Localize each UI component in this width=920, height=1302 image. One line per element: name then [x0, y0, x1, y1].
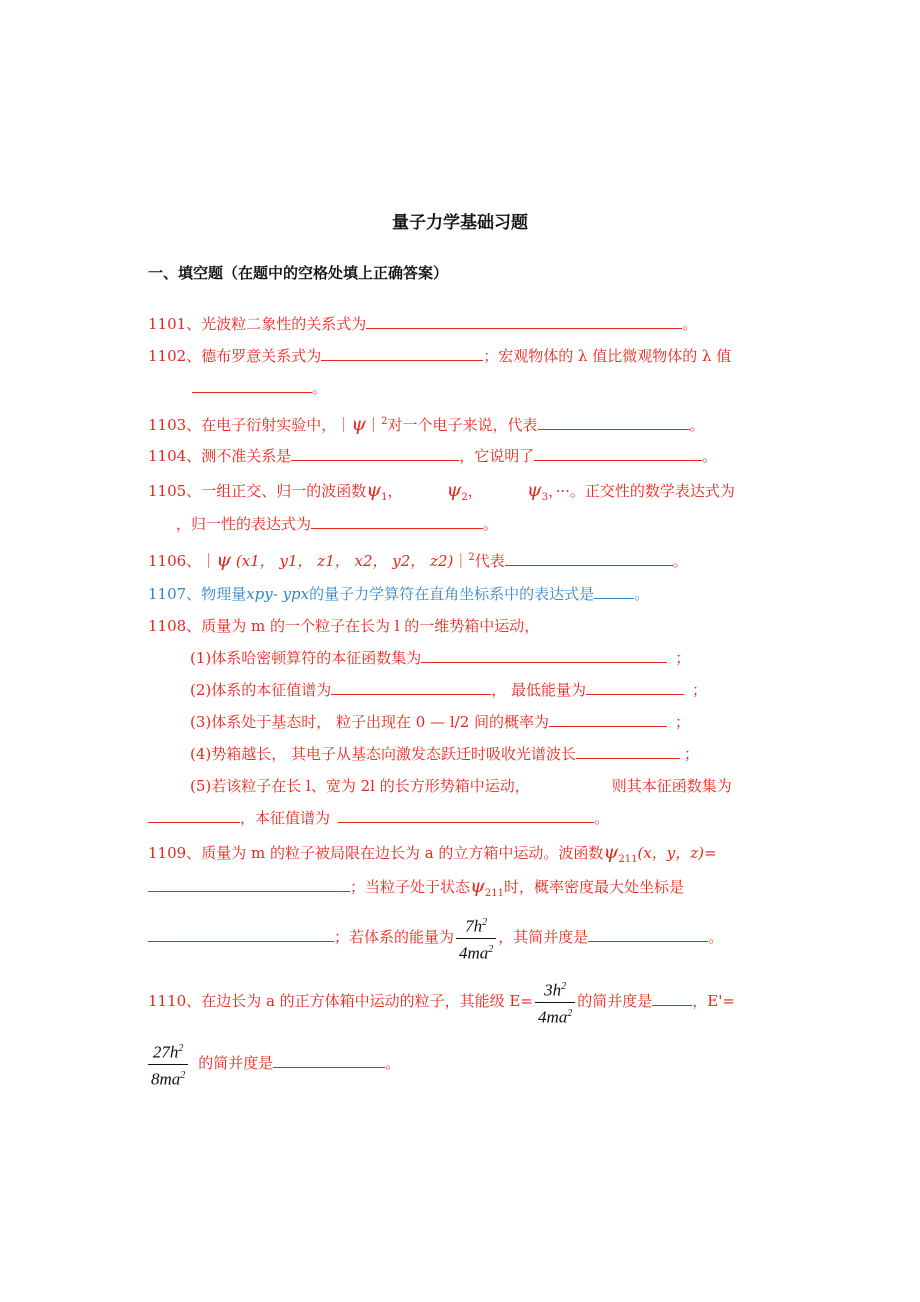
question-1110-line2: $\frac{27h^2}{8ma^2}$ 的简并度是 。: [148, 1038, 400, 1090]
blank[interactable]: [291, 446, 459, 461]
question-1109-line2: ；当粒子处于状态$\psi_{211}$时，概率密度最大处坐标是: [148, 876, 684, 904]
energy-fraction: $\frac{27h^2}{8ma^2}$: [148, 1038, 188, 1090]
psi-symbol: ψ: [603, 841, 619, 863]
question-1105: 1105、一组正交、归一的波函数$\psi_1$， $\psi_2$， $\psi_3$，···。正交性的数学表达式为: [148, 479, 735, 503]
blank[interactable]: [366, 314, 682, 329]
question-1102-line2: 。: [192, 378, 327, 398]
question-1103: 1103、在电子衍射实验中，｜ψ｜$^2$对一个电子来说，代表 。: [148, 413, 705, 435]
question-1107: 1107、物理量xpy- ypx的量子力学算符在直角坐标系中的表达式是 。: [148, 585, 650, 603]
page-title: 量子力学基础习题: [392, 213, 528, 233]
psi-symbol: ψ: [446, 479, 462, 501]
blank[interactable]: [148, 808, 240, 823]
question-1108-part5-line2: ，本征值谱为 。: [148, 808, 609, 828]
blank[interactable]: [338, 808, 594, 823]
question-1108-part2: (2)体系的本征值谱为 ， 最低能量为 ；: [190, 681, 708, 699]
question-1105-line2: ，归一性的表达式为 。: [176, 515, 499, 533]
psi-symbol: ψ: [526, 479, 542, 501]
energy-fraction: $\frac{7h^2}{4ma^2}$: [456, 912, 496, 964]
energy-fraction: $\frac{3h^2}{4ma^2}$: [535, 976, 575, 1028]
blank[interactable]: [549, 712, 667, 727]
blank[interactable]: [192, 378, 312, 393]
question-1110: 1110、在边长为 a 的正方体箱中运动的粒子，其能级 E= $\frac{3h^2}{4ma^2}$ 的简并度是 ，E'=: [148, 976, 735, 1028]
question-1104: 1104、测不准关系是 ，它说明了 。: [148, 447, 718, 465]
blank[interactable]: [148, 927, 334, 942]
psi-symbol: ψ: [351, 413, 367, 435]
psi-symbol: ψ: [216, 549, 232, 571]
question-1109-line3: ；若体系的能量为 $\frac{7h^2}{4ma^2}$ ，其简并度是 。: [148, 912, 723, 964]
question-1106: 1106、｜ψ (x1， y1， z1， x2， y2， z2)｜$^2$代表 。: [148, 549, 688, 571]
question-1108-part1: (1)体系哈密顿算符的本征函数集为 ；: [190, 649, 691, 667]
blank[interactable]: [505, 551, 673, 566]
blank[interactable]: [148, 877, 350, 892]
question-1108-part3: (3)体系处于基态时， 粒子出现在 0 — l/2 间的概率为 ；: [190, 713, 691, 731]
question-1108-part4: (4)势箱越长， 其电子从基态向激发态跃迁时吸收光谱波长 ；: [190, 745, 700, 763]
blank[interactable]: [586, 680, 684, 695]
blank[interactable]: [421, 648, 667, 663]
blank[interactable]: [576, 744, 680, 759]
question-1101: 1101、光波粒二象性的关系式为 。: [148, 315, 698, 333]
blank[interactable]: [273, 1053, 385, 1068]
psi-symbol: ψ: [366, 479, 382, 501]
blank[interactable]: [538, 415, 690, 430]
blank[interactable]: [652, 991, 692, 1006]
question-1108: 1108、质量为 m 的一个粒子在长为 l 的一维势箱中运动，: [148, 617, 540, 635]
section-heading: 一、填空题（在题中的空格处填上正确答案）: [148, 264, 449, 282]
blank[interactable]: [588, 927, 708, 942]
blank[interactable]: [594, 584, 634, 599]
question-1102: 1102、德布罗意关系式为 ；宏观物体的 λ 值比微观物体的 λ 值: [148, 347, 732, 365]
blank[interactable]: [331, 680, 491, 695]
question-1108-part5: (5)若该粒子在长 l、宽为 2l 的长方形势箱中运动， 则其本征函数集为: [190, 777, 732, 795]
question-1109: 1109、质量为 m 的粒子被局限在边长为 a 的立方箱中运动。波函数$\psi_{211}(x$，y，z)=: [148, 841, 717, 865]
blank[interactable]: [321, 346, 483, 361]
psi-symbol: ψ: [470, 875, 485, 897]
blank[interactable]: [534, 446, 702, 461]
blank[interactable]: [311, 514, 483, 529]
